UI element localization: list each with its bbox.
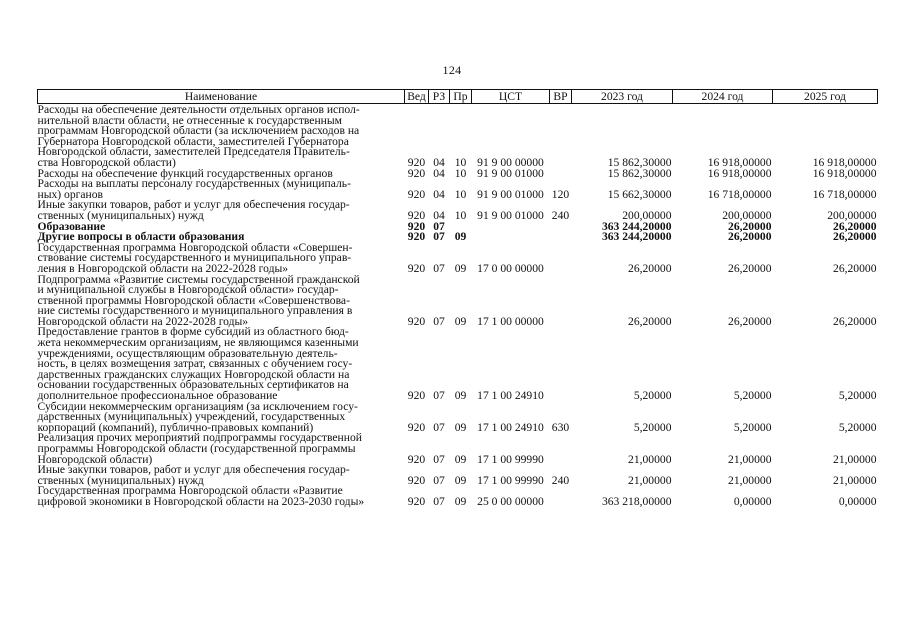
cell-pr: 10 bbox=[454, 187, 467, 201]
cell-cst: 17 1 00 00000 bbox=[477, 314, 544, 328]
name-line: программы Новгородской области (государственной программы bbox=[37, 442, 356, 455]
table-row bbox=[38, 486, 878, 507]
cell-2025: 0,00000 bbox=[838, 494, 877, 508]
cell-name bbox=[38, 433, 405, 465]
name-line: Подпрограмма «Развитие системы государственной гражданской bbox=[37, 272, 360, 286]
cell-2025: 26,20000 bbox=[833, 230, 877, 244]
cell-rz: 04 bbox=[433, 155, 445, 169]
cell-cst: 17 0 00 00000 bbox=[477, 261, 544, 275]
name-line: Реализация прочих мероприятий подпрограммы государственной bbox=[37, 431, 362, 445]
name-line: Другие вопросы в области образования bbox=[37, 230, 245, 244]
cell-2025: 21,00000 bbox=[833, 473, 877, 487]
cell-pr: 09 bbox=[454, 452, 467, 466]
table-row bbox=[38, 327, 878, 401]
cell-ved: 920 bbox=[407, 261, 426, 275]
cell-ved: 920 bbox=[407, 219, 426, 233]
cell-rz: 07 bbox=[433, 230, 445, 244]
cell-2024: 26,20000 bbox=[728, 219, 772, 233]
cell-name bbox=[38, 465, 405, 486]
name-line: ние системы государственного и муниципального управления в bbox=[37, 304, 353, 318]
table-header bbox=[38, 90, 878, 104]
cell-pr: 09 bbox=[454, 389, 467, 403]
cell-ved: 920 bbox=[407, 166, 426, 180]
table-row bbox=[38, 275, 878, 328]
cell-2023: 5,20000 bbox=[633, 389, 672, 403]
cell-vr bbox=[550, 169, 572, 180]
cell-2023: 26,20000 bbox=[628, 261, 672, 275]
cell-2025: 16 918,00000 bbox=[812, 166, 877, 180]
cell-2025: 21,00000 bbox=[833, 452, 877, 466]
cell-rz: 07 bbox=[433, 494, 445, 508]
cell-pr: 09 bbox=[454, 230, 467, 244]
table-row bbox=[38, 179, 878, 200]
column-header-2025: 2025 год bbox=[773, 90, 878, 104]
name-line: ственной программы Новгородской области «Совершенствова- bbox=[37, 293, 350, 307]
table-row bbox=[38, 465, 878, 486]
name-line: и муниципальной службы в Новгородской области» государ- bbox=[37, 283, 339, 297]
name-line: дополнительное профессиональное образование bbox=[37, 389, 278, 403]
cell-rz: 04 bbox=[433, 187, 445, 201]
name-line: программам Новгородской области (за исключением расходов на bbox=[37, 124, 360, 138]
cell-pr: 09 bbox=[454, 314, 467, 328]
name-line: корпораций (компаний), публично-правовых компаний) bbox=[37, 420, 314, 434]
cell-cst: 25 0 00 00000 bbox=[477, 494, 544, 508]
cell-2024: 5,20000 bbox=[733, 420, 772, 434]
name-line: Иные закупки товаров, работ и услуг для обеспечения государ- bbox=[37, 463, 350, 477]
cell-2024: 16 718,00000 bbox=[707, 187, 772, 201]
cell-vr bbox=[550, 433, 572, 465]
cell-2023: 21,00000 bbox=[628, 452, 672, 466]
cell-2025: 26,20000 bbox=[833, 261, 877, 275]
name-line: Новгородской области, заместителей Председателя Правитель- bbox=[37, 145, 350, 159]
cell-2023: 200,00000 bbox=[622, 208, 672, 222]
cell-ved: 920 bbox=[407, 420, 426, 434]
cell-ved: 920 bbox=[407, 208, 426, 222]
cell-vr bbox=[550, 104, 572, 169]
cell-ved: 920 bbox=[407, 473, 426, 487]
cell-name bbox=[38, 200, 405, 221]
cell-2023: 15 862,30000 bbox=[607, 155, 672, 169]
name-line: ственных (муниципальных) нужд bbox=[37, 208, 204, 222]
cell-vr bbox=[550, 486, 572, 507]
cell-ved: 920 bbox=[407, 452, 426, 466]
cell-vr bbox=[550, 232, 572, 243]
cell-rz: 07 bbox=[433, 389, 445, 403]
cell-2024: 16 918,00000 bbox=[707, 155, 772, 169]
cell-2024: 200,00000 bbox=[722, 208, 772, 222]
cell-rz: 07 bbox=[433, 452, 445, 466]
cell-2023: 15 862,30000 bbox=[607, 166, 672, 180]
name-line: Государственная программа Новгородской области «Развитие bbox=[37, 484, 343, 498]
column-header-rz: РЗ bbox=[429, 90, 450, 104]
cell-2024: 5,20000 bbox=[733, 389, 772, 403]
cell-vr: 630 bbox=[551, 420, 570, 434]
cell-rz: 07 bbox=[433, 219, 445, 233]
cell-2024: 26,20000 bbox=[728, 314, 772, 328]
cell-cst: 91 9 00 01000 bbox=[477, 208, 544, 222]
name-line: Иные закупки товаров, работ и услуг для обеспечения государ- bbox=[37, 198, 350, 212]
cell-pr: 09 bbox=[454, 420, 467, 434]
cell-ved: 920 bbox=[407, 187, 426, 201]
cell-2025: 16 918,00000 bbox=[812, 155, 877, 169]
cell-2023: 363 244,20000 bbox=[601, 230, 672, 244]
cell-2024: 21,00000 bbox=[728, 452, 772, 466]
cell-cst: 17 1 00 24910 bbox=[477, 420, 544, 434]
cell-ved: 920 bbox=[407, 494, 426, 508]
cell-vr: 120 bbox=[551, 187, 570, 201]
name-line: Предоставление грантов в форме субсидий из областного бюд- bbox=[37, 325, 349, 339]
name-line: Новгородской области на 2022-2028 годы» bbox=[37, 314, 249, 328]
name-line: Государственная программа Новгородской области «Совершен- bbox=[37, 240, 353, 254]
table-row bbox=[38, 243, 878, 275]
cell-name bbox=[38, 327, 405, 401]
cell-name bbox=[38, 486, 405, 507]
cell-rz: 07 bbox=[433, 420, 445, 434]
cell-cst: 91 9 00 01000 bbox=[477, 187, 544, 201]
name-line: Расходы на обеспечение деятельности отдельных органов испол- bbox=[37, 103, 360, 116]
cell-ved: 920 bbox=[407, 230, 426, 244]
cell-rz: 04 bbox=[433, 166, 445, 180]
cell-vr: 240 bbox=[551, 473, 570, 487]
table-row bbox=[38, 200, 878, 221]
cell-name bbox=[38, 104, 405, 169]
budget-table bbox=[37, 89, 878, 508]
cell-vr bbox=[550, 327, 572, 401]
cell-rz: 07 bbox=[433, 261, 445, 275]
page-number: 124 bbox=[442, 63, 462, 77]
column-header-2023: 2023 год bbox=[572, 90, 673, 104]
name-line: Расходы на обеспечение функций государственных органов bbox=[37, 166, 333, 180]
cell-ved: 920 bbox=[407, 389, 426, 403]
cell-2023: 363 244,20000 bbox=[601, 219, 672, 233]
column-header-cst: ЦСТ bbox=[472, 90, 550, 104]
cell-pr: 09 bbox=[454, 261, 467, 275]
column-header-ved: Вед bbox=[405, 90, 429, 104]
cell-2025: 16 718,00000 bbox=[812, 187, 877, 201]
cell-2024: 26,20000 bbox=[728, 230, 772, 244]
name-line: дарственных (муниципальных) учреждений, государственных bbox=[37, 410, 346, 424]
cell-name bbox=[37, 240, 405, 275]
cell-pr: 10 bbox=[454, 208, 467, 222]
table-row bbox=[38, 433, 878, 465]
cell-name bbox=[38, 179, 405, 200]
name-line: учреждениями, осуществляющим образовательную деятель- bbox=[37, 346, 338, 360]
cell-cst bbox=[472, 232, 550, 243]
name-line: ствование системы государственного и муниципального управ- bbox=[37, 251, 352, 265]
cell-2025: 5,20000 bbox=[838, 389, 877, 403]
cell-2025: 26,20000 bbox=[833, 314, 877, 328]
cell-pr: 09 bbox=[454, 473, 467, 487]
cell-pr: 09 bbox=[454, 494, 467, 508]
name-line: ность, в целях возмещения затрат, связанных с обучением госу- bbox=[37, 357, 353, 371]
table-row bbox=[38, 402, 878, 434]
name-line: дарственных гражданских служащих Новгородской области на bbox=[37, 367, 350, 381]
name-line: ных) органов bbox=[37, 187, 104, 201]
cell-cst: 91 9 00 00000 bbox=[477, 155, 544, 169]
name-line: Губернатора Новгородской области, заместителей Губернатора bbox=[37, 134, 349, 148]
cell-cst: 91 9 00 01000 bbox=[477, 166, 544, 180]
cell-vr: 240 bbox=[551, 208, 570, 222]
cell-2025: 5,20000 bbox=[838, 420, 877, 434]
column-header-vr: ВР bbox=[550, 90, 572, 104]
cell-vr bbox=[550, 243, 572, 275]
header-row bbox=[38, 90, 878, 104]
cell-cst bbox=[472, 222, 550, 233]
cell-name bbox=[37, 272, 405, 328]
name-line: Новгородской области) bbox=[37, 452, 153, 466]
column-header-2024: 2024 год bbox=[673, 90, 773, 104]
cell-2024: 0,00000 bbox=[733, 494, 772, 508]
name-line: цифровой экономики в Новгородской области на 2023-2030 годы» bbox=[37, 494, 365, 508]
cell-cst: 17 1 00 24910 bbox=[477, 389, 544, 403]
name-line: Образование bbox=[37, 219, 106, 233]
column-header-name: Наименование bbox=[38, 90, 405, 104]
cell-2024: 16 918,00000 bbox=[707, 166, 772, 180]
cell-2023: 21,00000 bbox=[628, 473, 672, 487]
cell-rz: 07 bbox=[433, 314, 445, 328]
cell-rz: 04 bbox=[433, 208, 445, 222]
cell-ved: 920 bbox=[407, 314, 426, 328]
cell-pr: 10 bbox=[454, 166, 467, 180]
cell-2023: 26,20000 bbox=[628, 314, 672, 328]
cell-vr bbox=[550, 222, 572, 233]
cell-2023: 5,20000 bbox=[633, 420, 672, 434]
cell-pr: 10 bbox=[454, 155, 467, 169]
cell-name bbox=[37, 399, 405, 434]
cell-rz: 07 bbox=[433, 473, 445, 487]
cell-2025: 200,00000 bbox=[827, 208, 877, 222]
table-body bbox=[38, 104, 878, 508]
cell-2024: 26,20000 bbox=[728, 261, 772, 275]
column-header-pr: Пр bbox=[450, 90, 472, 104]
name-line: основании государственных образовательных сертификатов на bbox=[37, 378, 349, 392]
cell-2023: 15 662,30000 bbox=[607, 187, 672, 201]
name-line: Субсидии некоммерческим организациям (за исключением госу- bbox=[37, 399, 358, 413]
table-row bbox=[38, 104, 878, 169]
cell-cst: 17 1 00 99990 bbox=[477, 452, 544, 466]
name-line: нительной власти области, не отнесенные к государственным bbox=[37, 113, 342, 127]
name-line: ления в Новгородской области на 2022-2028 годы» bbox=[37, 261, 289, 275]
name-line: ства Новгородской области) bbox=[37, 155, 176, 169]
cell-cst: 17 1 00 99990 bbox=[477, 473, 544, 487]
name-line: ственных (муниципальных) нужд bbox=[37, 473, 204, 487]
name-line: Расходы на выплаты персоналу государственных (муниципаль- bbox=[37, 177, 351, 191]
name-line: жета некоммерческим организациям, не являющимся казенными bbox=[37, 336, 359, 350]
cell-vr bbox=[550, 275, 572, 328]
cell-2024: 21,00000 bbox=[728, 473, 772, 487]
cell-2025: 26,20000 bbox=[833, 219, 877, 233]
cell-ved: 920 bbox=[407, 155, 426, 169]
cell-2023: 363 218,00000 bbox=[601, 494, 672, 508]
